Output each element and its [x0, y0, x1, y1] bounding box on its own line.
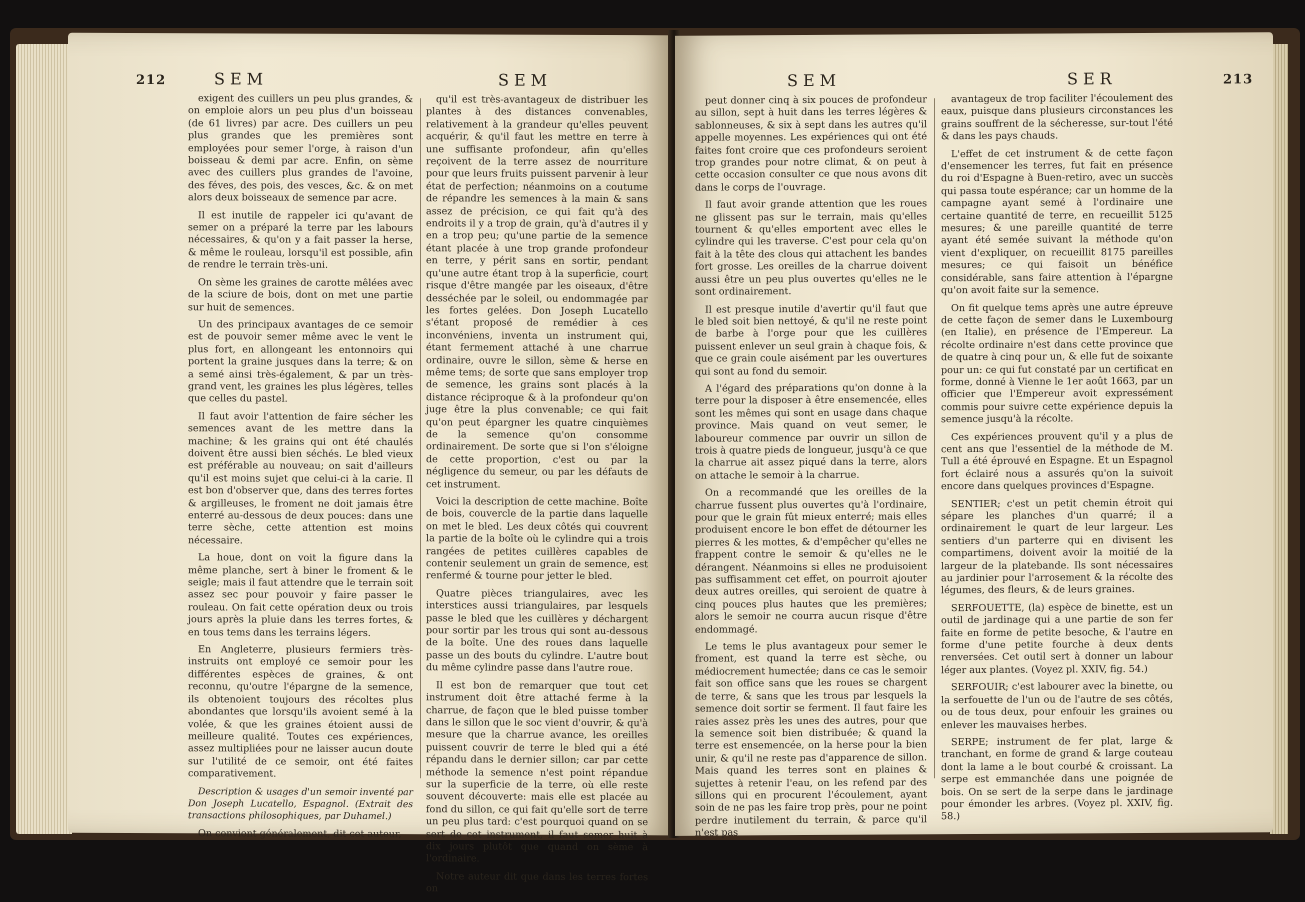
paragraph: Il est presque inutile d'avertir qu'il faut que le bled soit bien nettoyé, & qu'il ne reste point de barbe à l'orge pour que les cuillères puissent enlever un seul grain à chaque fois, & que ce grain coule aisément par les ouvertures qui sont au fond du semoir. — [695, 302, 927, 378]
dictionary-entry-serfouette: SERFOUETTE, (la) espèce de binette, est un outil de jardinage qui a une partie de son fer faite en forme de petite besoche, & l'autre en forme d'une petite fourche à deux dents renversées. Cet outil sert à donner un labour léger aux plantes. (Voyez pl. XXIV, fig. 54.) — [941, 601, 1173, 677]
paragraph: Il faut avoir l'attention de faire sécher les semences avant de les mettre dans la machine; & les grains qui ont été chaulés doivent être aussi bien séchés. Le bled vieux est préférable au nouveau; on sait d'ailleurs qu'il est moins sujet que celui-ci à la carie. Il est bon d'observer que, dans des terres fortes & argilleuses, le froment ne doit jamais être enterré au-dessous de deux pouces: dans une terre sèche, cette attention est moins nécessaire. — [188, 410, 413, 547]
paragraph: En Angleterre, plusieurs fermiers très-instruits ont employé ce semoir pour les différentes espèces de graines, & ont reconnu, qu'outre l'épargne de la semence, ils obtenoient toujours des récoltes plus abondantes que lorsqu'ils avoient semé à la volée, & que les graines étoient aussi de meilleure qualité. Toutes ces expériences, assez multipliées pour ne laisser aucun doute sur l'utilité de ce semoir, ont été faites comparativement. — [188, 644, 413, 780]
right-column-1 — [695, 94, 927, 845]
paragraph: Il est bon de remarquer que tout cet instrument doit être attaché ferme à la charrue, de façon que le bled puisse tomber dans le sillon que le soc vient d'ouvrir, & qu'à mesure que la charrue avance, les oreilles puissent couvrir de terre le bled qui a été répandu dans le dernier sillon; car par cette méthode la semence n'est point répandue sur la superficie de la terre, où elle reste souvent découverte: mais elle est placée au fond du sillon, ce qui fait qu'elle sort de terre un peu plus tard: c'est pourquoi quand on se sert de cet instrument, il faut semer huit à dix jours plutôt que quand on sème à l'ordinaire. — [426, 679, 648, 865]
column-rule — [934, 98, 935, 778]
paragraph: peut donner cinq à six pouces de profondeur au sillon, sept à huit dans les terres légères & sablonneuses, & six à sept dans les autres qu'il appelle moyennes. Les expériences qui ont été faites font croire que ces profondeurs seroient trop grandes pour notre climat, & on peut à cette occasion consulter ce que nous avons dit dans le corps de l'ouvrage. — [695, 94, 927, 194]
left-column-1 — [188, 93, 413, 846]
right-running-head-1: SEM — [787, 70, 842, 91]
paragraph: La houe, dont on voit la figure dans la même planche, sert à biner le froment & le seigle; mais il faut attendre que le terrain soit assez sec pour pouvoir y faire passer le rouleau. On fait cette opération deux ou trois jours après la pluie dans les terres fortes, & en tous tems dans les terrains légers. — [188, 552, 413, 639]
page-edges-left — [16, 44, 72, 834]
paragraph: On convient généralement, dit cet auteur, — [198, 827, 402, 840]
right-running-head-2: SER — [1067, 69, 1117, 89]
column-rule — [420, 98, 421, 778]
paragraph: Notre auteur dit que dans les terres fortes on — [426, 871, 648, 895]
paragraph: Ces expériences prouvent qu'il y a plus de cent ans que l'essentiel de la méthode de M. Tull a été éprouvé en Espagne. Et un Espagnol fort éclairé nous a assurés qu'on la suivoit encore dans quelques provinces d'Espagne. — [941, 430, 1173, 493]
paragraph: Le tems le plus avantageux pour semer le froment, est quand la terre est sèche, ou médiocrement humectée; dans ce cas le semoir fait son office sans que les roues se chargent de terre, & sans que les trous par lesquels la semence doit sortir se ferment. Il faut faire les raies assez près les unes des autres, pour que la semence soit bien distribuée; & quand la terre est ensemencée, on la herse pour la bien unir, & qu'il ne reste pas d'apparence de sillon. Mais quand les terres sont en plaines & sujettes à retenir l'eau, on les refend par des sillons qui en procurent l'écoulement, ayant soin de ne pas les faire trop près, pour ne point perdre inutilement du terrain, & parce qu'il n'est pas — [695, 640, 927, 839]
paragraph: Il est inutile de rappeler ici qu'avant de semer on a préparé la terre par les labours nécessaires, & qu'on y a fait passer la herse, & même le rouleau, lorsqu'il est possible, afin de rendre le terrain très-uni. — [188, 209, 413, 272]
paragraph: qu'il est très-avantageux de distribuer les plantes à des distances convenables, relativement à la grandeur qu'elles peuvent acquérir, & qu'il faut les mettre en terre à une suffisante profondeur, afin qu'elles reçoivent de la terre assez de nourriture pour que leurs fruits puissent parvenir à leur état de perfection; néanmoins on a coutume de répandre les semences à la main & sans assez de précision, ce qui fait qu'à des endroits il y a trop de grain, qu'à d'autres il y en a trop peu; qu'une partie de la semence étant placée à une trop grande profondeur en terre, y périt sans en sortir, pendant qu'une autre étant trop à la superficie, court risque d'être mangée par les oiseaux, d'être desséchée par le soleil, ou endommagée par les fortes gelées. Don Joseph Lucatello s'étant proposé de remédier à ces inconvéniens, inventa un instrument qui, étant fermement attaché à une charrue ordinaire, ouvre le sillon, sème & herse en même tems; de sorte que sans employer trop de semence, les grains sont placés à la distance réciproque & à la profondeur qu'on juge être la plus convenable; ce qui fait qu'on peut épargner les quatre cinquièmes de la semence qu'on consomme ordinairement. De sorte que si l'on s'éloigne de cette proportion, c'est ou par la négligence du semeur, ou par les défauts de cet instrument. — [426, 94, 648, 491]
dictionary-entry-serfouir: SERFOUIR; c'est labourer avec la binette, ou la serfouette de l'un ou de l'autre de ses côtés, ou de tous deux, pour enfouir les graines ou enlever les mauvaises herbes. — [941, 681, 1173, 731]
paragraph: On fit quelque tems après une autre épreuve de cette façon de semer dans le Luxembourg (en Italie), en présence de l'Empereur. La récolte ordinaire n'est dans cette province que de quatre à cinq pour un, & elle fut de soixante pour un: ce qui fut constaté par un certificat en forme, donné à Vienne le 1er août 1663, par un officier que l'Empereur avoit expressément commis pour suivre cette expérience depuis la semence jusqu'à la récolte. — [941, 301, 1173, 426]
paragraph: On a recommandé que les oreilles de la charrue fussent plus ouvertes qu'à l'ordinaire, pour que le grain fût mieux enterré; mais elles produisent encore le bon effet de détourner les pierres & les mottes, & d'empêcher qu'elles ne frappent contre le semoir & qu'elles ne le dérangent. Néanmoins si elles ne produisoient pas suffisamment cet effet, on pourroit ajouter deux autres oreilles, qui seroient de quatre à cinq pouces plus hautes que les premières; alors le semoir ne courra aucun risque d'être endommagé. — [695, 486, 927, 636]
dictionary-entry-serpe: SERPE; instrument de fer plat, large & tranchant, en forme de grand & large couteau dont la lame a le bout courbé & croissant. La serpe est emmanchée dans une poignée de bois. On se sert de la serpe dans le jardinage pour émonder les arbres. (Voyez pl. XXIV, fig. 58.) — [941, 735, 1173, 823]
left-column-2 — [426, 94, 648, 902]
paragraph: Il faut avoir grande attention que les roues ne glissent pas sur le terrain, mais qu'elles tournent & qu'elles emportent avec elles le cylindre qui les traverse. C'est pour cela qu'on fait à la tête des clous qui attachent les bandes fort grosse. Les oreilles de la charrue doivent aussi être un peu plus ouvertes qu'elles ne le sont ordinairement. — [695, 198, 927, 298]
paragraph: Voici la description de cette machine. Boîte de bois, couvercle de la partie dans laquelle on met le bled. Les deux côtés qui couvrent la partie de la boîte où le cylindre qui a trois rangées de petites cuillères capables de contenir seulement un grain de semence, est renfermé & tourne pour jetter le bled. — [426, 496, 648, 583]
paragraph: A l'égard des préparations qu'on donne à la terre pour la disposer à être ensemencée, elles sont les mêmes qui sont en usage dans chaque province. Mais quand on veut semer, le laboureur commence par ouvrir un sillon de trois à quatre pieds de longueur, jusqu'à ce que la charrue ait assez piqué dans la terre, alors on attache le semoir à la charrue. — [695, 382, 927, 482]
paragraph: On sème les graines de carotte mêlées avec de la sciure de bois, dont on met une partie sur huit de semences. — [188, 276, 413, 314]
paragraph: L'effet de cet instrument & de cette façon d'ensemencer les terres, fut fait en présence du roi d'Espagne à Buen-retiro, avec un succès qui passa toute espérance; car un homme de la campagne ayant semé à l'ordinaire une certaine quantité de terre, en recueillit 5125 mesures; & une pareille quantité de terre ayant été semée suivant la méthode qu'on vient d'expliquer, on recueillit 8175 pareilles mesures; ce qui faisoit un bénéfice considérable, sans faire attention à l'épargne qu'on avoit faite sur la semence. — [941, 147, 1173, 297]
right-page — [675, 32, 1273, 839]
left-page — [68, 33, 673, 895]
right-page-number: 213 — [1223, 72, 1254, 88]
dictionary-entry-sentier: SENTIER; c'est un petit chemin étroit qui sépare les planches d'un quarré; il a ordinairement le quart de leur largeur. Les sentiers d'un parterre qui en divisent les compartimens, doivent avoir la moitié de la largeur de la platebande. Ils sont nécessaires au jardinier pour l'arrosement & la récolte des légumes, des fleurs, & de leurs graines. — [941, 497, 1173, 597]
paragraph: Quatre pièces triangulaires, avec les interstices aussi triangulaires, par lesquels passe le bled que les cuillères y déchargent pour sortir par les trous qui sont au-dessous de la boîte. Une des roues dans laquelle passe un des bouts du cylindre. L'autre bout du même cylindre passe dans l'autre roue. — [426, 588, 648, 675]
section-caption: Description & usages d'un semoir inventé par Don Joseph Lucatello, Espagnol. (Extrait des transactions philosophiques, par Duhamel.) — [188, 785, 413, 823]
paragraph: exigent des cuillers un peu plus grandes, & on emploie alors un peu plus d'un boisseau (de 61 livres) par acre. Des cuillers un peu plus grandes que les premières sont employées pour semer l'orge, à raison d'un boisseau & demi par acre. Enfin, on sème avec des cuillers plus grandes de l'avoine, des féves, des pois, des vesces, &c. & on met alors deux boisseaux de semence par acre. — [188, 93, 413, 205]
left-page-number: 212 — [136, 72, 167, 89]
left-running-head-1: SEM — [214, 69, 269, 89]
paragraph: avantageux de trop faciliter l'écoulement des eaux, puisque dans plusieurs circonstances les grains souffrent de la sécheresse, sur-tout l'été & dans les pays chauds. — [941, 92, 1173, 143]
left-running-head-2: SEM — [498, 70, 553, 90]
right-column-2 — [941, 93, 1173, 829]
paragraph: Un des principaux avantages de ce semoir est de pouvoir semer même avec le vent le plus fort, en allongeant les entonnoirs qui portent la graine jusques dans la terre; & on a semé ainsi très-également, & par un très-grand vent, les graines les plus légères, telles que celles du pastel. — [188, 319, 413, 405]
